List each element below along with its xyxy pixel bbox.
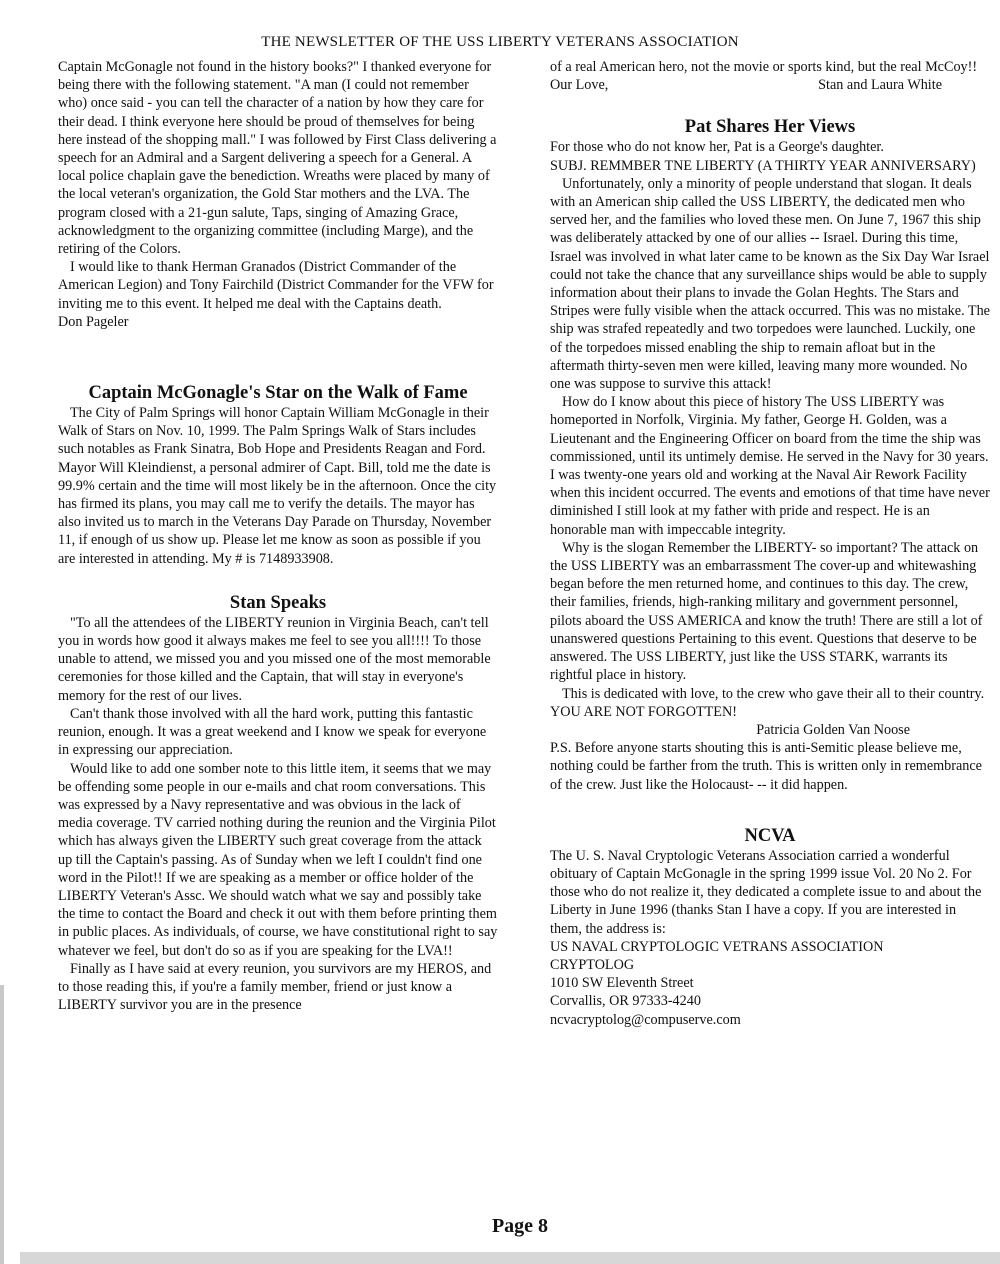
newsletter-header: THE NEWSLETTER OF THE USS LIBERTY VETERANS ASSOCIATION bbox=[261, 34, 739, 50]
stan-closing: Our Love, bbox=[550, 77, 609, 94]
stan-continuation: of a real American hero, not the movie or sports kind, but the real McCoy!! bbox=[550, 59, 978, 75]
pat-intro: For those who do not know her, Pat is a George's daughter. bbox=[550, 139, 884, 156]
star-article-title: Captain McGonagle's Star on the Walk of Fame bbox=[88, 383, 468, 404]
intro-paragraph-2: I would like to thank Herman Granados (District Commander of the American Legion) and Tony Fairchild (District Commander for the VFW for inviting me to this event. It helped me deal with the Captains death. bbox=[58, 259, 494, 312]
ncva-article-title: NCVA bbox=[744, 825, 796, 846]
right-column bbox=[550, 58, 990, 1029]
stan-signature: Stan and Laura White bbox=[818, 77, 942, 94]
stan-signoff bbox=[550, 76, 990, 94]
star-article-body: The City of Palm Springs will honor Captain William McGonagle in their Walk of Stars on Nov. 10, 1999. The Palm Springs Walk of Stars includes such notables as Frank Sinatra, Bob Hope and Presidents Reagan and Ford. Mayor Will Kleindienst, a personal admirer of Capt. Bill, told me the date is 99.9% certain and the time will most likely be in the afternoon. Once the city has firmed its plans, you may call me to verify the details. The mayor has also invited us to march in the Veterans Day Parade on Thursday, November 11, if enough of us show up. Please let me know as soon as possible if you are interested in attending. My # is 7148933908. bbox=[58, 405, 497, 567]
pat-subject: SUBJ. REMMBER TNE LIBERTY (A THIRTY YEAR ANNIVERSARY) bbox=[550, 157, 976, 174]
scan-left-edge bbox=[0, 985, 4, 1264]
intro-signature: Don Pageler bbox=[58, 313, 129, 330]
stan-paragraph-2: Can't thank those involved with all the hard work, putting this fantastic reunion, enough. It was a great weekend and I know we speak for everyone in expressing our appreciation. bbox=[58, 705, 487, 759]
pat-paragraph-4: This is dedicated with love, to the crew who gave their all to their country. YOU ARE NOT FORGOTTEN! bbox=[550, 685, 985, 720]
stan-paragraph-1: "To all the attendees of the LIBERTY reunion in Virginia Beach, can't tell you in words how good it always makes me feel to see you all!!!! To those unable to attend, we missed you and you missed one of the most memorable ceremonies for those killed and the Captain, that will stay in everyone's memory for the rest of our lives. bbox=[58, 614, 491, 704]
pat-paragraph-3: Why is the slogan Remember the LIBERTY- so important? The attack on the USS LIBERTY was an embarrassment The cover-up and whitewashing began before the men returned home, and continues to this day. The crew, their families, friends, high-ranking military and government personnel, pilots aboard the USS AMERICA and know the truth! There are still a lot of unanswered questions Pertaining to this event. Questions that deserve to be answered. The USS LIBERTY, just like the USS STARK, warrants its rightful place in history. bbox=[550, 539, 983, 684]
page-number: Page 8 bbox=[491, 1215, 549, 1237]
ncva-body: The U. S. Naval Cryptologic Veterans Association carried a wonderful obituary of Captain McGonagle in the spring 1999 issue Vol. 20 No 2. For those who do not realize it, they dedicated a complete issue to and about the Liberty in June 1996 (thanks Stan I have a copy. If you are interested in them, the address is: bbox=[550, 847, 982, 937]
address-line: US NAVAL CRYPTOLOGIC VETRANS ASSOCIATION bbox=[550, 938, 884, 955]
ncva-email: ncvacryptolog@compuserve.com bbox=[550, 1011, 741, 1028]
scan-bottom-edge bbox=[20, 1252, 1000, 1264]
pat-signature: Patricia Golden Van Noose bbox=[756, 721, 910, 738]
pat-paragraph-2: How do I know about this piece of history The USS LIBERTY was homeported in Norfolk, Virginia. My father, George H. Golden, was a Lieutenant and the Engineering Officer on board from the time the ship was commissioned, until its untimely demise. He served in the Navy for 30 years. I was twenty-one years old and working at the Naval Air Rework Facility when this incident occurred. The events and emotions of that time have never diminished I still look at my father with pride and respect. He is an honorable man with impeccable integrity. bbox=[550, 394, 990, 538]
left-column bbox=[58, 58, 498, 1014]
pat-paragraph-1: Unfortunately, only a minority of people understand that slogan. It deals with an American ship called the USS LIBERTY, the dedicated men who served her, and the families who loved these men. On June 7, 1967 this ship was deliberately attacked by one of our allies -- Israel. During this time, Israel was involved in what later came to be known as the Six Day War Israel could not take the chance that any surveillance ships would be able to supply information about their plans to invade the Golan Heghts. The Stars and Stripes were fully visible when the attack occurred. This was no mistake. The ship was strafed repeatedly and two torpedoes were launched. Luckily, one of the torpedoes missed enabling the ship to remain afloat but in the aftermath thirty-seven men were killed, leaving many more wounded. No one was suppose to survive this attack! bbox=[550, 175, 990, 393]
ncva-address bbox=[550, 938, 990, 1029]
stan-article-title: Stan Speaks bbox=[229, 592, 327, 613]
intro-paragraph-1: Captain McGonagle not found in the history books?" I thanked everyone for being there with the following statement. "A man (I could not remember who) once said - you can tell the character of a nation by how they care for their dead. I think everyone here should be proud of themselves for being here instead of the shopping mall." I was followed by First Class delivering a speech for an Admiral and a Sargent delivering a speech for a General. A local police chaplain gave the benediction. Wreaths were placed by many of the local veteran's organization, the Gold Star mothers and the LVA. The program closed with a 21-gun salute, Taps, singing of Amazing Grace, acknowledgment to the organizing committee (including Marge), and the retiring of the Colors. bbox=[58, 59, 497, 258]
pat-postscript: P.S. Before anyone starts shouting this is anti-Semitic please believe me, nothing could be farther from the truth. This is written only in remembrance of the crew. Just like the Holocaust- -- it did happen. bbox=[550, 740, 982, 793]
stan-paragraph-4: Finally as I have said at every reunion, you survivors are my HEROS, and to those reading this, if you're a family member, friend or just know a LIBERTY survivor you are in the presence bbox=[58, 960, 492, 1014]
stan-paragraph-3: Would like to add one somber note to this little item, it seems that we may be offending some people in our e-mails and chat room conversations. This was expressed by a Navy representative and was obvious in the lack of media coverage. TV carried nothing during the reunion and the Virginia Pilot which has always given the LIBERTY such great coverage from the attack up till the Captain's passing. As of Sunday when we left I couldn't find one word in the Pilot!! If we are speaking as a member or office holder of the LIBERTY Veteran's Assc. We should watch what we say and possibly take the time to contact the Board and check it out with them before printing them in public places. As individuals, of course, we have constitutional right to say whatever we feel, but don't do so as if you are speaking for the LVA!! bbox=[58, 760, 498, 959]
address-line: Corvallis, OR 97333-4240 bbox=[550, 993, 701, 1010]
pat-article-title: Pat Shares Her Views bbox=[684, 117, 856, 138]
address-line: 1010 SW Eleventh Street bbox=[550, 975, 694, 992]
address-line: CRYPTOLOG bbox=[550, 956, 635, 973]
